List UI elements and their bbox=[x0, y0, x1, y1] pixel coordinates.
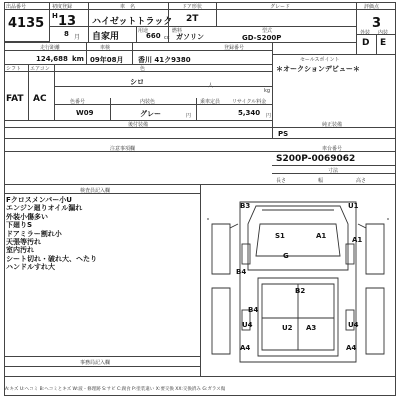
mark-g: G bbox=[283, 252, 289, 260]
score-label: 評価点 bbox=[364, 4, 380, 10]
model-type: GD-S200P bbox=[242, 34, 282, 42]
inspection-label: 車検 bbox=[100, 45, 111, 51]
mark-b2: B2 bbox=[295, 287, 306, 295]
mileage-unit: km bbox=[72, 55, 84, 63]
color: シロ bbox=[130, 78, 144, 86]
mark-a1-left: A1 bbox=[316, 232, 327, 240]
inspection-remarks-label: 検査員記入欄 bbox=[80, 188, 111, 194]
inspection-date: 09年08月 bbox=[90, 56, 124, 64]
mark-b4-lower: B4 bbox=[248, 306, 259, 314]
score: 3 bbox=[372, 16, 382, 31]
color-no-label: 色番号 bbox=[70, 99, 86, 105]
interior-label: 内装 bbox=[378, 30, 389, 36]
reg-year: 13 bbox=[58, 14, 77, 29]
model-label: 型式 bbox=[262, 28, 273, 34]
fuel-label: 燃料 bbox=[172, 28, 183, 34]
aircon-label: エアコン bbox=[30, 66, 50, 72]
inspection-line: シート切れ・破れ大、へたり bbox=[6, 254, 97, 263]
std-equip-label: 純正装備 bbox=[322, 122, 343, 128]
lot-number: 4135 bbox=[8, 16, 45, 31]
mark-a1-right: A1 bbox=[352, 236, 363, 244]
mark-a4-right: A4 bbox=[346, 344, 357, 352]
interior-color: グレー bbox=[140, 110, 161, 118]
car-name: ハイゼットトラック bbox=[92, 17, 173, 27]
reg-month: 8 bbox=[64, 30, 69, 38]
mileage-label: 走行距離 bbox=[40, 45, 61, 51]
interior-grade: E bbox=[380, 38, 387, 48]
sales-point: ＊オークションデビュー＊ bbox=[276, 65, 360, 73]
inspection-line: 天張等汚れ bbox=[6, 238, 41, 247]
sales-point-label: セールスポイント bbox=[300, 57, 340, 63]
mark-b3: B3 bbox=[240, 202, 251, 210]
fuel: ガソリン bbox=[176, 33, 204, 41]
dim-width: 幅 bbox=[318, 178, 324, 184]
mark-u4-left: U4 bbox=[242, 321, 253, 329]
aircon: AC bbox=[33, 94, 47, 104]
inspection-line: ドアミラー割れ小 bbox=[6, 229, 62, 238]
equipment-value: PS bbox=[278, 130, 289, 138]
inspection-line: 外装小傷多い bbox=[6, 212, 48, 221]
first-reg-label: 初度登録 bbox=[52, 4, 73, 10]
post-equip-label: 後付装備 bbox=[128, 122, 149, 128]
recycle-yen: 円 bbox=[266, 113, 272, 119]
capacity-label: 乗車定員 bbox=[200, 99, 221, 105]
plate-label: 登録番号 bbox=[224, 45, 245, 51]
color-label: 色 bbox=[140, 66, 146, 72]
usage-label: 用途 bbox=[138, 28, 149, 34]
recycle-label: リサイクル料金 bbox=[232, 99, 267, 105]
notes-label: 注意事項欄 bbox=[110, 146, 136, 152]
mark-a3: A3 bbox=[306, 324, 317, 332]
mark-u4-right: U4 bbox=[348, 321, 359, 329]
inspection-line: ハンドルすれ大 bbox=[6, 263, 55, 272]
mark-a4-left: A4 bbox=[240, 344, 251, 352]
doors-label: ドア形状 bbox=[182, 4, 202, 10]
recycle-fee: 5,340 bbox=[238, 109, 261, 117]
office-label: 事務局記入欄 bbox=[80, 360, 111, 366]
lot-label: 出品番号 bbox=[6, 4, 27, 10]
color-no: W09 bbox=[76, 109, 94, 117]
capacity-unit: 人 bbox=[208, 83, 214, 89]
mileage: 124,688 bbox=[36, 55, 68, 63]
grade-label: グレード bbox=[270, 4, 291, 10]
cc-unit: cc bbox=[164, 35, 170, 41]
inspection-line: エンジン廻りオイル漏れ bbox=[6, 204, 83, 213]
frame-label: 車台番号 bbox=[322, 146, 343, 152]
load-unit: kg bbox=[264, 88, 271, 94]
interior-color-label: 内装色 bbox=[140, 99, 156, 105]
month-unit: 月 bbox=[74, 34, 81, 41]
inspection-line: Fクロスメンバー小U bbox=[6, 196, 72, 204]
recycle-unit-pre: 円 bbox=[186, 113, 192, 119]
displacement: 660 bbox=[146, 32, 161, 40]
vehicle-damage-diagram bbox=[200, 184, 396, 376]
legend: A:キズ U:ヘコミ B:ヘコミとキズ W:波・修理跡 S:サビ C:腐食 P:塗装違い X:要交換 XX:交換済み G:ガラス傷 bbox=[5, 387, 226, 392]
mark-s1: S1 bbox=[275, 232, 285, 240]
era: H bbox=[52, 12, 58, 20]
shift-label: シフト bbox=[6, 66, 22, 72]
dims-label: 寸法 bbox=[328, 168, 339, 174]
mark-b4-upper: B4 bbox=[236, 268, 247, 276]
inspection-line: 下廻りS bbox=[6, 221, 33, 230]
doors: 2T bbox=[186, 14, 199, 24]
mark-u1: U1 bbox=[348, 202, 359, 210]
exterior-label: 外装 bbox=[360, 30, 371, 36]
shift: FAT bbox=[6, 94, 24, 104]
plate-number: 香川 41ク9380 bbox=[138, 56, 191, 64]
usage: 自家用 bbox=[92, 32, 120, 42]
mark-u2: U2 bbox=[282, 324, 293, 332]
dim-length: 長さ bbox=[276, 178, 287, 184]
exterior-grade: D bbox=[362, 38, 370, 48]
car-name-label: 車 名 bbox=[120, 4, 136, 10]
dim-height: 高さ bbox=[356, 178, 367, 184]
inspection-lines bbox=[6, 196, 198, 272]
frame-number: S200P-0069062 bbox=[276, 154, 356, 164]
inspection-line: 室内汚れ bbox=[6, 246, 34, 255]
